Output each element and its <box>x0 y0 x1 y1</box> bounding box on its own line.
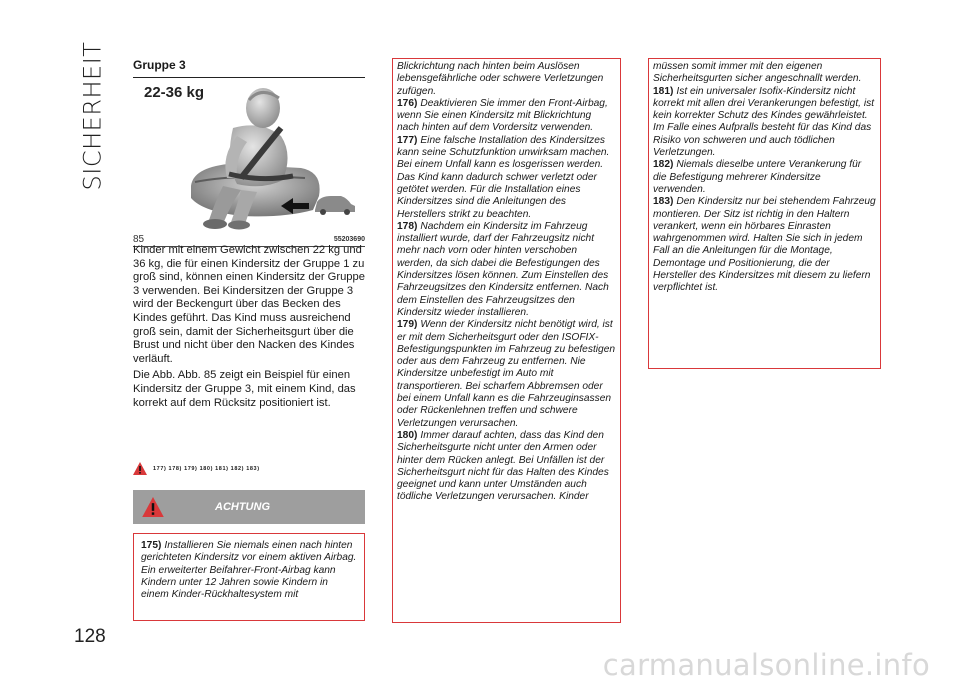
reference-numbers: 177) 178) 179) 180) 181) 182) 183) <box>153 465 260 472</box>
warning-triangle-icon <box>142 497 164 517</box>
watermark: carmanualsonline.info <box>602 648 930 682</box>
group-heading: Gruppe 3 <box>133 58 186 72</box>
figure-number: 85 <box>133 234 145 245</box>
body-text <box>133 244 365 413</box>
figure-code: 55203690 <box>333 236 365 243</box>
warning-item-181: 181) Ist ein universaler Isofix-Kindersitz nicht korrekt mit allen drei Verankerungen befestigt, ist kein korrekter Schutz des Kindes gewährleistet. Im Falle eines Aufpralls besteht für das Kind das Risiko von schweren und auch tödlichen Verletzungen. <box>653 85 875 159</box>
section-title <box>72 41 112 191</box>
warning-triangle-icon <box>133 462 147 475</box>
page-number: 128 <box>74 626 106 647</box>
child-seat-figure <box>133 77 365 245</box>
warning-continuation-180: müssen somit immer mit den eigenen Sicherheitsgurten sicher angeschnallt werden. <box>653 61 862 85</box>
warning-item-179: 179) Wenn der Kindersitz nicht benötigt wird, ist er mit dem Sicherheitsgurt oder den ISOFIX-Befestigungspunkten im Fahrzeug zu befestigen oder aus dem Fahrzeug zu entfernen. Nie Kindersitze unbefestigt im Auto mit transportieren. Bei scharfem Abbremsen oder bei einem Unfall kann es die Fahrzeuginsassen oder Rückenlehnen treffen und schwere Verletzungen verursachen. <box>397 319 616 429</box>
warning-item-176: 176) Deaktivieren Sie immer den Front-Airbag, wenn Sie einen Kindersitz mit Blickrichtung nach hinten auf dem Vordersitz verwenden. <box>397 97 608 134</box>
warning-item-177: 177) Eine falsche Installation des Kindersitzes kann seine Schutzfunktion unwirksam machen. Bei einem Unfall kann es losgerissen werden. Das Kind kann dadurch schwer verletzt oder getötet werden. Für die Installation eines Kindersitzes sind die Anleitungen des Herstellers strikt zu beachten. <box>397 134 610 220</box>
body-paragraph-2: Die Abb. Abb. 85 zeigt ein Beispiel für einen Kindersitz der Gruppe 3, mit einem Kind, das korrekt auf dem Rücksitz positioniert ist. <box>133 369 356 409</box>
warning-item-175: 175) Installieren Sie niemals einen nach hinten gerichteten Kindersitz vor einem aktiven Airbag. Ein erweiterter Beifahrer-Front-Airbag kann Kindern unter 12 Jahren sowie Kindern in einem Kinder-Rückhaltesystem mit <box>141 540 357 601</box>
warning-item-180: 180) Immer darauf achten, dass das Kind den Sicherheitsgurte nicht unter den Armen oder hinter dem Rücken anlegt. Bei Unfällen ist der Sicherheitsgurt nicht für das Halten des Kindes geeignet und kann unter Umständen auch tödliche Verletzungen verursachen. Kinder <box>397 429 609 503</box>
warning-box-3 <box>648 58 881 369</box>
warning-item-182: 182) Niemals dieselbe untere Verankerung für die Befestigung mehrerer Kindersitze verwenden. <box>653 159 862 195</box>
warning-label: ACHTUNG <box>215 501 270 513</box>
left-column <box>133 58 365 513</box>
warning-box-2 <box>392 58 621 623</box>
warning-continuation-175: Blickrichtung nach hinten beim Auslösen lebensgefährliche oder schwere Verletzungen zufügen. <box>397 61 604 97</box>
warning-item-183: 183) Den Kindersitz nur bei stehendem Fahrzeug montieren. Der Sitz ist richtig in den Haltern verankert, wenn ein hörbares Einrasten wahrgenommen wird. Halten Sie sich in jedem Fall an die Anleitungen für die Montage, Demontage und Positionierung, die der Hersteller des Kindersitzes mit diesem zu liefern verpflichtet ist. <box>653 196 876 294</box>
warning-item-178: 178) Nachdem ein Kindersitz im Fahrzeug installiert wurde, darf der Fahrzeugsitz nicht mehr nach vorn oder hinten verschoben werden, da sich dabei die Befestigungen des Kindersitzes lösen können. Zum Einstellen des Fahrzeugsitzes den Kindersitz entfernen. Nach dem Einstellen des Fahrzeugsitzes den Kindersitz wieder installieren. <box>397 220 609 318</box>
warning-references <box>133 462 260 475</box>
section-title-text: SICHERHEIT <box>78 41 106 191</box>
warning-header-bar <box>133 490 365 524</box>
body-paragraph-1: Kinder mit einem Gewicht zwischen 22 kg und 36 kg, die für einen Kindersitz der Gruppe 1 zu groß sind, können einen Kindersitz der Gruppe 3 verwenden. Bei Kindersitzen der Gruppe 3 wird der Beckengurt über das Becken des Kindes geführt. Das Kind muss ausreichend groß sein, damit der Sicherheitsgurt über die Brust und nicht über den Nacken des Kindes verläuft. <box>133 244 365 365</box>
warning-box-1 <box>133 533 365 621</box>
figure-weight-label: 22-36 kg <box>144 84 205 101</box>
